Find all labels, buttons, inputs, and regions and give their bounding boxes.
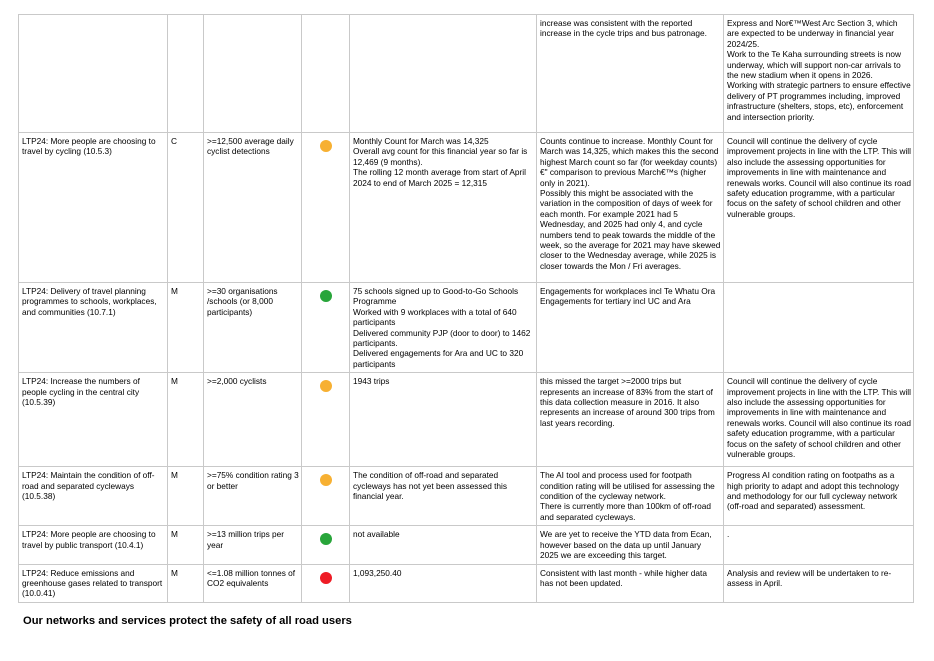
target-cell: >=75% condition rating 3 or better [204, 467, 302, 526]
actual-cell: The condition of off-road and separated cycleways has not yet been assessed this financial year. [350, 467, 537, 526]
target-cell: >=30 organisations /schools (or 8,000 participants) [204, 283, 302, 373]
commentary-cell: Consistent with last month - while higher data has not been updated. [537, 564, 724, 602]
type-cell: M [168, 564, 204, 602]
table-row [19, 15, 914, 133]
type-cell: M [168, 373, 204, 467]
table-row [19, 564, 914, 602]
actions-cell: Council will continue the delivery of cycle improvement projects in line with the LTP. This will also include the assessing opportunities for improvements in line with maintenance and renewals works. Council will also continue its road safety education programme, with a particular focus on the safety of school children and other vulnerable groups. [724, 373, 914, 467]
commentary-cell: this missed the target >=2000 trips but represents an increase of 83% from the start of this data collection measure in 2016. It also represents an increase of around 300 trips from last years recording. [537, 373, 724, 467]
type-cell: M [168, 467, 204, 526]
performance-table [18, 14, 914, 603]
measure-cell: LTP24: Delivery of travel planning programmes to schools, workplaces, and communities (10.7.1) [19, 283, 168, 373]
actual-cell: Monthly Count for March was 14,325 Overall avg count for this financial year so far is 12,469 (9 months). The rolling 12 month average from start of April 2024 to end of March 2025 = 12,315 [350, 133, 537, 283]
table-row [19, 133, 914, 283]
target-cell: >=2,000 cyclists [204, 373, 302, 467]
actions-cell: Progress AI condition rating on footpaths as a high priority to adapt and adopt this technology and methodology for our full cycleway network (off-road and separated) assessment. [724, 467, 914, 526]
target-cell: <=1.08 million tonnes of CO2 equivalents [204, 564, 302, 602]
table-row [19, 373, 914, 467]
target-cell [204, 15, 302, 133]
actions-cell: . [724, 526, 914, 564]
measure-cell: LTP24: Maintain the condition of off-road and separated cycleways (10.5.38) [19, 467, 168, 526]
status-green-dot [320, 290, 332, 302]
actions-cell: Council will continue the delivery of cycle improvement projects in line with the LTP. This will also include the assessing opportunities for improvements in line with maintenance and renewals works. Council will also continue its road safety education programme, with a particular focus on the safety of school children and other vulnerable groups. [724, 133, 914, 283]
type-cell: M [168, 283, 204, 373]
measure-cell: LTP24: Reduce emissions and greenhouse gases related to transport (10.0.41) [19, 564, 168, 602]
table-row [19, 526, 914, 564]
actual-cell: not available [350, 526, 537, 564]
actual-cell [350, 15, 537, 133]
measure-cell: LTP24: Increase the numbers of people cycling in the central city (10.5.39) [19, 373, 168, 467]
actions-cell: Express and Nor€™West Arc Section 3, which are expected to be underway in financial year 2024/25. Work to the Te Kaha surrounding streets is now underway, which will support non-car arrivals to the new stadium when it opens in 2026. Working with strategic partners to ensure effective delivery of PT programmes including, improved infrastructure (shelters, stops, etc), enforcement and intersection priority. [724, 15, 914, 133]
target-cell: >=13 million trips per year [204, 526, 302, 564]
actual-cell: 75 schools signed up to Good-to-Go Schools Programme Worked with 9 workplaces with a total of 640 participants Delivered community PJP (door to door) to 1462 participants. Delivered engagements for Ara and UC to 320 participants [350, 283, 537, 373]
actions-cell [724, 283, 914, 373]
type-cell [168, 15, 204, 133]
status-cell [302, 373, 350, 467]
commentary-cell: increase was consistent with the reported increase in the cycle trips and bus patronage. [537, 15, 724, 133]
type-cell: M [168, 526, 204, 564]
table-row [19, 467, 914, 526]
status-cell [302, 15, 350, 133]
status-cell [302, 564, 350, 602]
status-amber-dot [320, 140, 332, 152]
status-amber-dot [320, 380, 332, 392]
measure-cell: LTP24: More people are choosing to travel by cycling (10.5.3) [19, 133, 168, 283]
table-row [19, 283, 914, 373]
status-amber-dot [320, 474, 332, 486]
commentary-cell: Engagements for workplaces incl Te Whatu Ora Engagements for tertiary incl UC and Ara [537, 283, 724, 373]
actions-cell: Analysis and review will be undertaken to re-assess in April. [724, 564, 914, 602]
status-cell [302, 283, 350, 373]
commentary-cell: Counts continue to increase. Monthly Count for March was 14,325, which makes this the second highest March count so far (for weekday counts) €" comparison to previous March€™s (higher only in 2021). Possibly this might be associated with the variation in the composition of days of week for each month. For example 2021 had 5 Wednesday, and 2025 had only 4, and cycle numbers tend to peak towards the middle of the week, so the average for 2021 may have skewed closer to the Wednesday average, while 2025 is closer towards the Mon / Fri averages. [537, 133, 724, 283]
actual-cell: 1,093,250.40 [350, 564, 537, 602]
status-cell [302, 133, 350, 283]
status-red-dot [320, 572, 332, 584]
measure-cell: LTP24: More people are choosing to travel by public transport (10.4.1) [19, 526, 168, 564]
status-cell [302, 526, 350, 564]
status-green-dot [320, 533, 332, 545]
commentary-cell: The AI tool and process used for footpath condition rating will be utilised for assessing the condition of the cycleway network. There is currently more than 100km of off-road and separated cycleways. [537, 467, 724, 526]
target-cell: >=12,500 average daily cyclist detections [204, 133, 302, 283]
measure-cell [19, 15, 168, 133]
section-heading: Our networks and services protect the safety of all road users [23, 615, 352, 627]
commentary-cell: We are yet to receive the YTD data from Ecan, however based on the data up until January 2025 we are exceeding this target. [537, 526, 724, 564]
status-cell [302, 467, 350, 526]
actual-cell: 1943 trips [350, 373, 537, 467]
type-cell: C [168, 133, 204, 283]
